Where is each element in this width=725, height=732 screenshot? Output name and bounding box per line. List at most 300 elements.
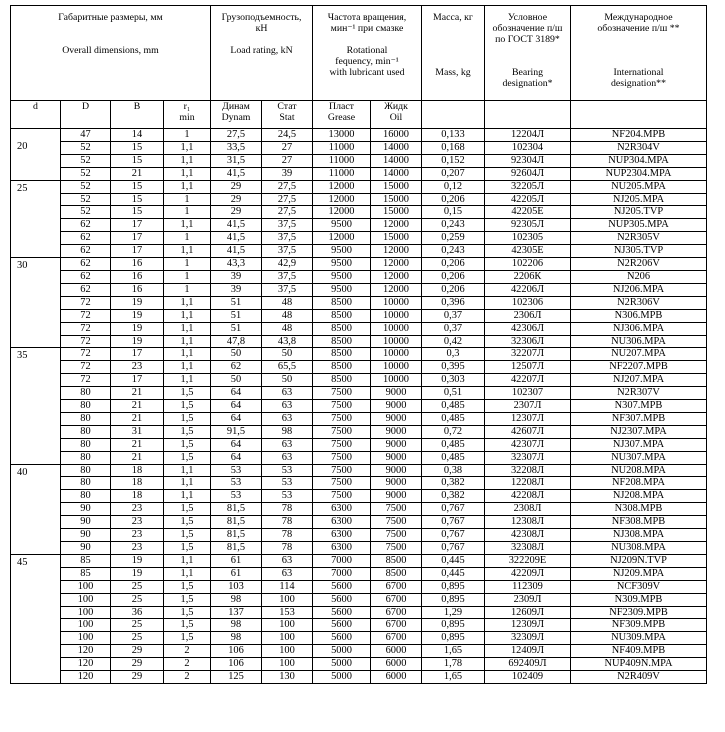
static-load-cell: 37,5 bbox=[262, 219, 313, 232]
international-designation-cell: NU208.MPA bbox=[571, 464, 707, 477]
mass-cell: 0,485 bbox=[422, 400, 485, 413]
dynamic-load-cell: 33,5 bbox=[211, 141, 262, 154]
cond-en-label-2: designation* bbox=[502, 78, 553, 89]
header-speed bbox=[313, 6, 422, 101]
r-min-cell: 1,1 bbox=[164, 154, 211, 167]
static-load-cell: 63 bbox=[262, 567, 313, 580]
international-designation-cell: NJ205.TVP bbox=[571, 206, 707, 219]
dynamic-load-cell: 27,5 bbox=[211, 129, 262, 142]
header-mass bbox=[422, 6, 485, 101]
B-cell: 36 bbox=[111, 606, 164, 619]
international-designation-cell: NJ2307.MPA bbox=[571, 425, 707, 438]
bearing-designation-cell: 42308Л bbox=[485, 529, 571, 542]
r-min-cell: 1 bbox=[164, 283, 211, 296]
B-cell: 15 bbox=[111, 193, 164, 206]
mass-cell: 0,152 bbox=[422, 154, 485, 167]
static-load-cell: 39 bbox=[262, 167, 313, 180]
grease-speed-cell: 11000 bbox=[313, 167, 371, 180]
static-load-cell: 63 bbox=[262, 400, 313, 413]
bearing-table-wrapper bbox=[10, 5, 707, 684]
mass-cell: 0,206 bbox=[422, 258, 485, 271]
static-load-cell: 100 bbox=[262, 632, 313, 645]
dynamic-load-cell: 29 bbox=[211, 193, 262, 206]
dynamic-load-cell: 62 bbox=[211, 361, 262, 374]
oil-speed-cell: 14000 bbox=[371, 141, 422, 154]
oil-speed-cell: 10000 bbox=[371, 348, 422, 361]
D-cell: 100 bbox=[61, 632, 111, 645]
oil-speed-cell: 10000 bbox=[371, 309, 422, 322]
B-cell: 18 bbox=[111, 477, 164, 490]
dims-en-label: Overall dimensions, mm bbox=[62, 45, 159, 56]
bearing-designation-cell: 2308Л bbox=[485, 503, 571, 516]
static-load-cell: 53 bbox=[262, 464, 313, 477]
r-min-cell: 1,1 bbox=[164, 374, 211, 387]
table-row bbox=[11, 283, 707, 296]
table-row bbox=[11, 296, 707, 309]
B-cell: 23 bbox=[111, 503, 164, 516]
international-designation-cell: NF309.MPB bbox=[571, 619, 707, 632]
international-designation-cell: N2R206V bbox=[571, 258, 707, 271]
grease-speed-cell: 7500 bbox=[313, 464, 371, 477]
static-load-cell: 48 bbox=[262, 309, 313, 322]
B-cell: 15 bbox=[111, 154, 164, 167]
dynamic-load-cell: 47,8 bbox=[211, 335, 262, 348]
oil-speed-cell: 9000 bbox=[371, 464, 422, 477]
B-cell: 29 bbox=[111, 645, 164, 658]
B-cell: 21 bbox=[111, 412, 164, 425]
B-cell: 31 bbox=[111, 425, 164, 438]
D-cell: 100 bbox=[61, 619, 111, 632]
dynamic-load-cell: 64 bbox=[211, 412, 262, 425]
designation-header-cont bbox=[485, 101, 571, 129]
static-load-cell: 37,5 bbox=[262, 283, 313, 296]
r-min-cell: 1,5 bbox=[164, 516, 211, 529]
r-min-cell: 1 bbox=[164, 129, 211, 142]
bearing-designation-cell: 102409 bbox=[485, 671, 571, 684]
oil-speed-cell: 14000 bbox=[371, 154, 422, 167]
mass-cell: 1,29 bbox=[422, 606, 485, 619]
D-cell: 52 bbox=[61, 193, 111, 206]
mass-cell: 0,895 bbox=[422, 580, 485, 593]
grease-speed-cell: 13000 bbox=[313, 129, 371, 142]
grease-speed-cell: 11000 bbox=[313, 154, 371, 167]
oil-speed-cell: 6000 bbox=[371, 671, 422, 684]
mass-cell: 0,259 bbox=[422, 232, 485, 245]
mass-cell: 0,485 bbox=[422, 451, 485, 464]
static-load-cell: 48 bbox=[262, 296, 313, 309]
international-designation-cell: NU307.MPA bbox=[571, 451, 707, 464]
oil-speed-cell: 12000 bbox=[371, 219, 422, 232]
dynamic-load-cell: 64 bbox=[211, 451, 262, 464]
international-designation-cell: N309.MPB bbox=[571, 593, 707, 606]
B-cell: 18 bbox=[111, 464, 164, 477]
mass-cell: 0,485 bbox=[422, 438, 485, 451]
dynamic-load-cell: 81,5 bbox=[211, 529, 262, 542]
grease-speed-cell: 12000 bbox=[313, 206, 371, 219]
B-cell: 19 bbox=[111, 554, 164, 567]
r-min-cell: 1,5 bbox=[164, 451, 211, 464]
table-row bbox=[11, 219, 707, 232]
oil-speed-cell: 10000 bbox=[371, 335, 422, 348]
mass-cell: 1,65 bbox=[422, 671, 485, 684]
r-min-cell: 1,5 bbox=[164, 425, 211, 438]
static-load-cell: 42,9 bbox=[262, 258, 313, 271]
oil-speed-cell: 9000 bbox=[371, 400, 422, 413]
oil-speed-cell: 8500 bbox=[371, 554, 422, 567]
static-load-cell: 98 bbox=[262, 425, 313, 438]
col-r-header: r₁ min bbox=[164, 101, 211, 129]
table-row bbox=[11, 387, 707, 400]
D-cell: 52 bbox=[61, 154, 111, 167]
bore-diameter-cell: 25 bbox=[11, 180, 61, 257]
header-bearing-designation bbox=[485, 6, 571, 101]
international-designation-cell: N308.MPB bbox=[571, 503, 707, 516]
mass-cell: 0,243 bbox=[422, 245, 485, 258]
B-cell: 16 bbox=[111, 283, 164, 296]
oil-speed-cell: 15000 bbox=[371, 232, 422, 245]
dynamic-load-cell: 61 bbox=[211, 567, 262, 580]
B-cell: 19 bbox=[111, 335, 164, 348]
intl-en-label-1: International bbox=[613, 67, 664, 78]
oil-speed-cell: 9000 bbox=[371, 490, 422, 503]
intl-header-cont bbox=[571, 101, 707, 129]
mass-header-cont bbox=[422, 101, 485, 129]
bore-diameter-cell: 35 bbox=[11, 348, 61, 464]
static-load-cell: 53 bbox=[262, 490, 313, 503]
international-designation-cell: NJ205.MPA bbox=[571, 193, 707, 206]
international-designation-cell: NF2309.MPB bbox=[571, 606, 707, 619]
grease-speed-cell: 7500 bbox=[313, 438, 371, 451]
bearing-designation-cell: 102206 bbox=[485, 258, 571, 271]
bearing-designation-cell: 32306Л bbox=[485, 335, 571, 348]
oil-speed-cell: 7500 bbox=[371, 542, 422, 555]
oil-speed-cell: 12000 bbox=[371, 245, 422, 258]
table-row bbox=[11, 567, 707, 580]
table-row bbox=[11, 477, 707, 490]
dynamic-load-cell: 106 bbox=[211, 645, 262, 658]
static-load-cell: 37,5 bbox=[262, 232, 313, 245]
static-load-cell: 63 bbox=[262, 387, 313, 400]
static-load-cell: 63 bbox=[262, 438, 313, 451]
oil-speed-cell: 10000 bbox=[371, 374, 422, 387]
dynamic-load-cell: 31,5 bbox=[211, 154, 262, 167]
dynamic-load-cell: 64 bbox=[211, 400, 262, 413]
dynamic-load-cell: 50 bbox=[211, 348, 262, 361]
oil-speed-cell: 6700 bbox=[371, 619, 422, 632]
B-cell: 17 bbox=[111, 374, 164, 387]
D-cell: 72 bbox=[61, 296, 111, 309]
r-min-cell: 1,1 bbox=[164, 348, 211, 361]
table-row bbox=[11, 554, 707, 567]
D-cell: 80 bbox=[61, 412, 111, 425]
bore-diameter-cell: 45 bbox=[11, 554, 61, 683]
international-designation-cell: NF409.MPB bbox=[571, 645, 707, 658]
grease-speed-cell: 9500 bbox=[313, 245, 371, 258]
dynamic-load-cell: 61 bbox=[211, 554, 262, 567]
dynamic-load-cell: 64 bbox=[211, 387, 262, 400]
static-load-cell: 24,5 bbox=[262, 129, 313, 142]
speed-ru-label-2: мин⁻¹ при смазке bbox=[330, 23, 404, 34]
international-designation-cell: N2R306V bbox=[571, 296, 707, 309]
oil-speed-cell: 6700 bbox=[371, 632, 422, 645]
bearing-designation-cell: 2307Л bbox=[485, 400, 571, 413]
table-row bbox=[11, 232, 707, 245]
B-cell: 23 bbox=[111, 542, 164, 555]
r-min-cell: 1,1 bbox=[164, 322, 211, 335]
bearing-designation-cell: 42607Л bbox=[485, 425, 571, 438]
grease-speed-cell: 6300 bbox=[313, 542, 371, 555]
oil-speed-cell: 6700 bbox=[371, 580, 422, 593]
B-cell: 23 bbox=[111, 361, 164, 374]
international-designation-cell: N2R304V bbox=[571, 141, 707, 154]
D-cell: 52 bbox=[61, 141, 111, 154]
grease-speed-cell: 9500 bbox=[313, 219, 371, 232]
international-designation-cell: N2R307V bbox=[571, 387, 707, 400]
oil-speed-cell: 6700 bbox=[371, 606, 422, 619]
static-load-cell: 63 bbox=[262, 554, 313, 567]
static-load-cell: 100 bbox=[262, 619, 313, 632]
col-D-header: D bbox=[61, 101, 111, 129]
B-cell: 17 bbox=[111, 348, 164, 361]
r-min-cell: 1,5 bbox=[164, 606, 211, 619]
dynamic-load-cell: 41,5 bbox=[211, 167, 262, 180]
grease-speed-cell: 12000 bbox=[313, 193, 371, 206]
grease-speed-cell: 8500 bbox=[313, 335, 371, 348]
D-cell: 72 bbox=[61, 374, 111, 387]
mass-ru-label: Масса, кг bbox=[433, 12, 473, 23]
r-min-cell: 1,5 bbox=[164, 632, 211, 645]
r-min-cell: 1,5 bbox=[164, 529, 211, 542]
mass-cell: 0,445 bbox=[422, 554, 485, 567]
r-min-cell: 1,5 bbox=[164, 400, 211, 413]
B-cell: 18 bbox=[111, 490, 164, 503]
B-cell: 17 bbox=[111, 232, 164, 245]
oil-speed-cell: 6700 bbox=[371, 593, 422, 606]
international-designation-cell: NJ209N.TVP bbox=[571, 554, 707, 567]
static-load-cell: 100 bbox=[262, 645, 313, 658]
table-row bbox=[11, 632, 707, 645]
international-designation-cell: NUP304.MPA bbox=[571, 154, 707, 167]
header-load-rating bbox=[211, 6, 313, 101]
static-load-cell: 78 bbox=[262, 542, 313, 555]
oil-speed-cell: 7500 bbox=[371, 516, 422, 529]
D-cell: 80 bbox=[61, 425, 111, 438]
bearing-designation-cell: 42305Е bbox=[485, 245, 571, 258]
dynamic-load-cell: 39 bbox=[211, 283, 262, 296]
load-en-label: Load rating, kN bbox=[230, 45, 293, 56]
grease-speed-cell: 5600 bbox=[313, 580, 371, 593]
grease-speed-cell: 7500 bbox=[313, 490, 371, 503]
mass-cell: 0,767 bbox=[422, 516, 485, 529]
mass-cell: 0,168 bbox=[422, 141, 485, 154]
bearing-designation-cell: 102306 bbox=[485, 296, 571, 309]
D-cell: 120 bbox=[61, 658, 111, 671]
mass-cell: 0,395 bbox=[422, 361, 485, 374]
international-designation-cell: NF308.MPB bbox=[571, 516, 707, 529]
grease-speed-cell: 5600 bbox=[313, 606, 371, 619]
international-designation-cell: NU205.MPA bbox=[571, 180, 707, 193]
B-cell: 21 bbox=[111, 438, 164, 451]
r-min-cell: 1,5 bbox=[164, 619, 211, 632]
table-row bbox=[11, 671, 707, 684]
mass-cell: 0,206 bbox=[422, 270, 485, 283]
table-row bbox=[11, 348, 707, 361]
table-row bbox=[11, 503, 707, 516]
oil-speed-cell: 7500 bbox=[371, 529, 422, 542]
international-designation-cell: NJ306.MPA bbox=[571, 322, 707, 335]
dynamic-load-cell: 106 bbox=[211, 658, 262, 671]
static-load-cell: 27,5 bbox=[262, 206, 313, 219]
mass-cell: 0,72 bbox=[422, 425, 485, 438]
bearing-designation-cell: 32205Л bbox=[485, 180, 571, 193]
mass-cell: 0,243 bbox=[422, 219, 485, 232]
D-cell: 62 bbox=[61, 258, 111, 271]
dynamic-load-cell: 81,5 bbox=[211, 542, 262, 555]
B-cell: 21 bbox=[111, 400, 164, 413]
static-load-cell: 37,5 bbox=[262, 245, 313, 258]
grease-speed-cell: 6300 bbox=[313, 529, 371, 542]
grease-speed-cell: 6300 bbox=[313, 503, 371, 516]
table-row bbox=[11, 129, 707, 142]
bearing-designation-cell: 42205Е bbox=[485, 206, 571, 219]
r-min-cell: 1,1 bbox=[164, 180, 211, 193]
D-cell: 80 bbox=[61, 387, 111, 400]
dynamic-load-cell: 53 bbox=[211, 464, 262, 477]
header-dimensions bbox=[11, 6, 211, 101]
international-designation-cell: NUP305.MPA bbox=[571, 219, 707, 232]
dynamic-load-cell: 125 bbox=[211, 671, 262, 684]
col-B-header: B bbox=[111, 101, 164, 129]
table-row bbox=[11, 529, 707, 542]
r-min-cell: 1 bbox=[164, 193, 211, 206]
dynamic-load-cell: 41,5 bbox=[211, 245, 262, 258]
r-min-cell: 1,5 bbox=[164, 503, 211, 516]
grease-speed-cell: 9500 bbox=[313, 270, 371, 283]
D-cell: 80 bbox=[61, 477, 111, 490]
table-row bbox=[11, 361, 707, 374]
table-row bbox=[11, 516, 707, 529]
D-cell: 72 bbox=[61, 335, 111, 348]
static-load-cell: 63 bbox=[262, 451, 313, 464]
static-load-cell: 37,5 bbox=[262, 270, 313, 283]
r-min-cell: 1,1 bbox=[164, 245, 211, 258]
B-cell: 25 bbox=[111, 619, 164, 632]
B-cell: 25 bbox=[111, 632, 164, 645]
dynamic-load-cell: 91,5 bbox=[211, 425, 262, 438]
col-dynamic-header: Динам Dynam bbox=[211, 101, 262, 129]
international-designation-cell: NF2207.MPB bbox=[571, 361, 707, 374]
D-cell: 62 bbox=[61, 283, 111, 296]
bearing-designation-cell: 12307Л bbox=[485, 412, 571, 425]
r-min-cell: 1 bbox=[164, 258, 211, 271]
table-row bbox=[11, 658, 707, 671]
dynamic-load-cell: 29 bbox=[211, 206, 262, 219]
mass-cell: 0,3 bbox=[422, 348, 485, 361]
bearing-table bbox=[10, 5, 707, 684]
r-min-cell: 1,5 bbox=[164, 412, 211, 425]
table-row bbox=[11, 270, 707, 283]
D-cell: 100 bbox=[61, 606, 111, 619]
mass-cell: 1,78 bbox=[422, 658, 485, 671]
D-cell: 52 bbox=[61, 180, 111, 193]
B-cell: 15 bbox=[111, 180, 164, 193]
oil-speed-cell: 15000 bbox=[371, 193, 422, 206]
oil-speed-cell: 14000 bbox=[371, 167, 422, 180]
mass-en-label: Mass, kg bbox=[435, 67, 471, 78]
mass-cell: 0,303 bbox=[422, 374, 485, 387]
B-cell: 16 bbox=[111, 258, 164, 271]
D-cell: 100 bbox=[61, 593, 111, 606]
oil-speed-cell: 10000 bbox=[371, 361, 422, 374]
D-cell: 72 bbox=[61, 348, 111, 361]
bore-diameter-cell: 20 bbox=[11, 129, 61, 181]
dynamic-load-cell: 51 bbox=[211, 296, 262, 309]
mass-cell: 0,895 bbox=[422, 593, 485, 606]
bearing-designation-cell: 2206К bbox=[485, 270, 571, 283]
static-load-cell: 53 bbox=[262, 477, 313, 490]
table-row bbox=[11, 438, 707, 451]
static-load-cell: 100 bbox=[262, 658, 313, 671]
bearing-designation-cell: 12507Л bbox=[485, 361, 571, 374]
dynamic-load-cell: 103 bbox=[211, 580, 262, 593]
table-row bbox=[11, 154, 707, 167]
oil-speed-cell: 16000 bbox=[371, 129, 422, 142]
bearing-designation-cell: 42206Л bbox=[485, 283, 571, 296]
grease-speed-cell: 5600 bbox=[313, 593, 371, 606]
r-min-cell: 1 bbox=[164, 232, 211, 245]
r-min-cell: 1,5 bbox=[164, 542, 211, 555]
grease-speed-cell: 7500 bbox=[313, 400, 371, 413]
dynamic-load-cell: 41,5 bbox=[211, 232, 262, 245]
col-static-header: Стат Stat bbox=[262, 101, 313, 129]
r-min-cell: 1,1 bbox=[164, 464, 211, 477]
dynamic-load-cell: 137 bbox=[211, 606, 262, 619]
dynamic-load-cell: 29 bbox=[211, 180, 262, 193]
mass-cell: 0,206 bbox=[422, 283, 485, 296]
static-load-cell: 50 bbox=[262, 374, 313, 387]
mass-cell: 0,895 bbox=[422, 632, 485, 645]
table-row bbox=[11, 167, 707, 180]
bearing-designation-cell: 322209Е bbox=[485, 554, 571, 567]
dynamic-load-cell: 53 bbox=[211, 477, 262, 490]
r-min-cell: 1,5 bbox=[164, 438, 211, 451]
D-cell: 120 bbox=[61, 645, 111, 658]
B-cell: 15 bbox=[111, 141, 164, 154]
table-row bbox=[11, 206, 707, 219]
static-load-cell: 78 bbox=[262, 529, 313, 542]
bearing-designation-cell: 12409Л bbox=[485, 645, 571, 658]
static-load-cell: 78 bbox=[262, 503, 313, 516]
mass-cell: 0,206 bbox=[422, 193, 485, 206]
grease-speed-cell: 8500 bbox=[313, 374, 371, 387]
grease-speed-cell: 5000 bbox=[313, 658, 371, 671]
table-row bbox=[11, 245, 707, 258]
B-cell: 17 bbox=[111, 219, 164, 232]
oil-speed-cell: 15000 bbox=[371, 206, 422, 219]
bearing-designation-cell: 12309Л bbox=[485, 619, 571, 632]
D-cell: 52 bbox=[61, 206, 111, 219]
B-cell: 21 bbox=[111, 451, 164, 464]
table-row bbox=[11, 335, 707, 348]
r-min-cell: 1,1 bbox=[164, 490, 211, 503]
r-min-cell: 1,1 bbox=[164, 219, 211, 232]
dynamic-load-cell: 39 bbox=[211, 270, 262, 283]
D-cell: 80 bbox=[61, 464, 111, 477]
dynamic-load-cell: 98 bbox=[211, 632, 262, 645]
col-grease-header: Пласт Grease bbox=[313, 101, 371, 129]
grease-speed-cell: 6300 bbox=[313, 516, 371, 529]
dynamic-load-cell: 53 bbox=[211, 490, 262, 503]
